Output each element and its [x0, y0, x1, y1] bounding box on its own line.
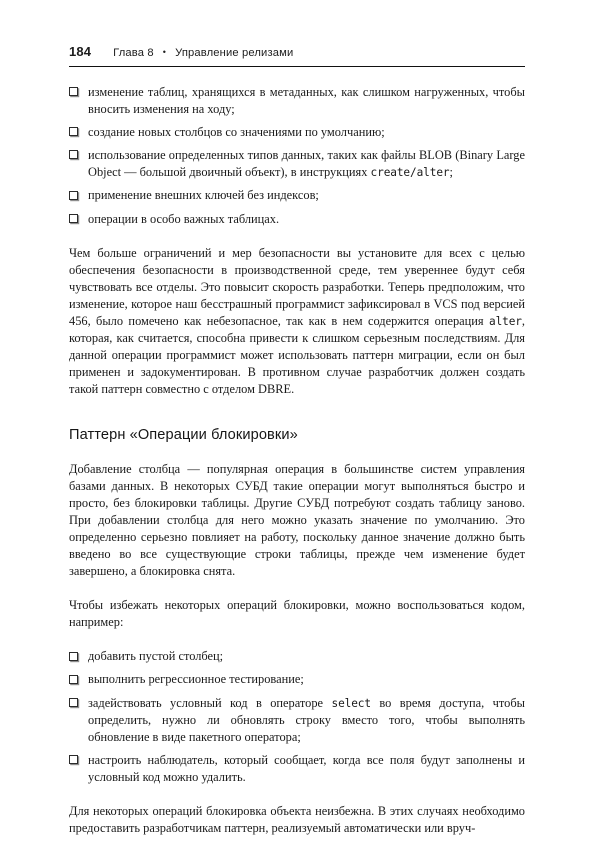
- paragraph-text-part1: Чем больше ограничений и мер безопасности вы установите для всех с целью обеспечения безопасности в производственной среде, тем увереннее будут себя чувствовать все отделы. Это повысит скорость разработки. Теперь предположим, что изменение, которое наш бесстрашный программист зафиксировал в VCS под версией 456, было помечено как небезопасное, так как в нем содержится операция: [69, 245, 525, 329]
- square-bullet-icon: [69, 675, 78, 684]
- page-number: 184: [69, 44, 92, 59]
- list-item: [69, 147, 525, 181]
- list-item-text-tail: во время доступа, чтобы определить, нужно ли обновлять строку вместо того, чтобы выполнять обновление в виде пакетного оператора;: [88, 695, 525, 744]
- list-item-text: добавить пустой столбец;: [88, 649, 224, 664]
- square-bullet-icon: [69, 150, 78, 159]
- inline-code-create-alter: create/alter: [370, 166, 450, 180]
- chapter-label: Глава 8: [113, 47, 154, 59]
- chapter-title: Управление релизами: [175, 47, 294, 59]
- paragraph-text-part2: , которая, как считается, способна привести к слишком серьезным последствиям. Для данной операции программист может использовать паттерн миграции, если он был применен и задокументирован. В противном случае разработчик должен создать такой паттерн совместно с отделом DBRE.: [69, 314, 525, 397]
- list-item-text: настроить наблюдатель, который сообщает, когда все поля будут заполнены и условный код можно удалить.: [88, 752, 525, 784]
- square-bullet-icon: [69, 698, 78, 707]
- paragraph-avoid-locking-intro: Чтобы избежать некоторых операций блокировки, можно воспользоваться кодом, например:: [69, 598, 525, 630]
- square-bullet-icon: [69, 191, 78, 200]
- square-bullet-icon: [69, 652, 78, 661]
- list-item: [69, 671, 525, 688]
- paragraph-safety-measures: [69, 245, 525, 399]
- list-item-text-tail: ;: [449, 165, 453, 180]
- list-item: [69, 211, 525, 228]
- list-item-text: использование определенных типов данных, таких как файлы BLOB (Binary Large Object — большой двоичный объект), в инструкциях: [88, 148, 525, 180]
- inline-code-alter: alter: [488, 315, 522, 329]
- page-content: [69, 44, 525, 837]
- square-bullet-icon: [69, 87, 78, 96]
- list-item: [69, 187, 525, 204]
- section-heading-locking-operations: Паттерн «Операции блокировки»: [69, 426, 298, 443]
- list-item-text: выполнить регрессионное тестирование;: [88, 672, 304, 687]
- list-item-text: операции в особо важных таблицах.: [88, 211, 280, 226]
- unsafe-operations-list: [69, 84, 525, 228]
- list-item-text: создание новых столбцов со значениями по умолчанию;: [88, 125, 385, 140]
- paragraph-add-column: Добавление столбца — популярная операция в большинстве систем управления базами данных. В некоторых СУБД такие операции могут выполняться быстро и просто, без блокировки таблицы. Другие СУБД потребуют создать таблицу заново. При добавлении столбца для него можно указать значение по умолчанию. Это определенно серьезно повлияет на работу, поскольку данное значение должно быть введено во все существующие строки таблицы, прежде чем изменение будет завершено, а блокировка снята.: [69, 461, 525, 579]
- list-item: [69, 84, 525, 118]
- list-item-text: задействовать условный код в операторе: [88, 695, 332, 710]
- list-item: [69, 695, 525, 746]
- inline-code-select: select: [331, 696, 371, 710]
- avoid-locking-steps-list: [69, 648, 525, 786]
- square-bullet-icon: [69, 127, 78, 136]
- list-item: [69, 648, 525, 665]
- list-item: [69, 752, 525, 786]
- list-item-text: применение внешних ключей без индексов;: [88, 188, 319, 203]
- square-bullet-icon: [69, 755, 78, 764]
- paragraph-closing-continued: Для некоторых операций блокировка объекта неизбежна. В этих случаях необходимо предоставить разработчикам паттерн, реализуемый автоматически или вруч-: [69, 804, 525, 836]
- square-bullet-icon: [69, 214, 78, 223]
- list-item: [69, 124, 525, 141]
- running-header: [69, 44, 525, 62]
- header-separator-dot: •: [162, 47, 167, 57]
- list-item-text: изменение таблиц, хранящихся в метаданных, как слишком нагруженных, чтобы вносить изменения на ходу;: [88, 85, 525, 117]
